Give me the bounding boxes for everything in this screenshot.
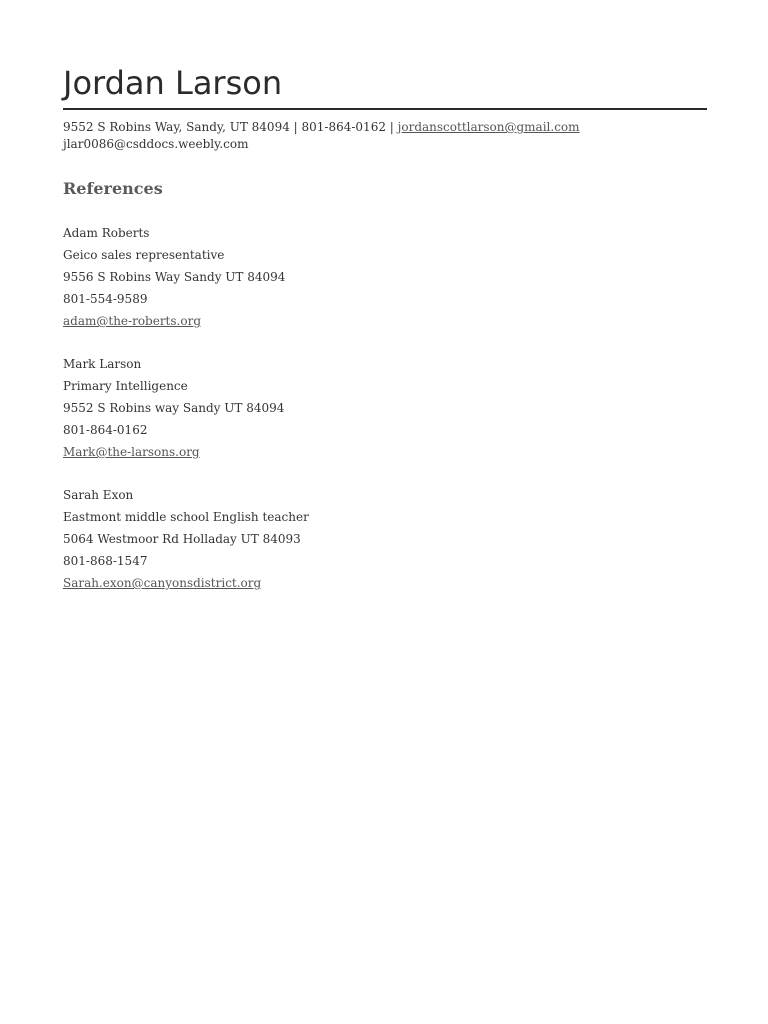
reference-email-link[interactable]: Sarah.exon@canyonsdistrict.org <box>63 576 262 590</box>
contact-info <box>63 119 707 153</box>
reference-phone: 801-554-9589 <box>63 292 148 306</box>
reference-entry <box>63 222 285 332</box>
reference-title: Primary Intelligence <box>63 379 188 393</box>
reference-entry <box>63 353 284 463</box>
reference-email-link[interactable]: Mark@the-larsons.org <box>63 445 200 459</box>
reference-name: Adam Roberts <box>63 226 150 240</box>
reference-phone: 801-864-0162 <box>63 423 148 437</box>
reference-name: Mark Larson <box>63 357 142 371</box>
reference-entry <box>63 484 309 594</box>
contact-email-link[interactable]: jordanscottlarson@gmail.com <box>397 120 580 134</box>
reference-email-link[interactable]: adam@the-roberts.org <box>63 314 201 328</box>
contact-address-phone: 9552 S Robins Way, Sandy, UT 84094 | 801-864-0162 | <box>63 120 394 134</box>
reference-address: 9556 S Robins Way Sandy UT 84094 <box>63 270 286 284</box>
reference-address: 5064 Westmoor Rd Holladay UT 84093 <box>63 532 301 546</box>
reference-title: Geico sales representative <box>63 248 225 262</box>
reference-address: 9552 S Robins way Sandy UT 84094 <box>63 401 285 415</box>
contact-website: jlar0086@csddocs.weebly.com <box>63 137 249 151</box>
title-divider <box>63 108 707 110</box>
reference-phone: 801-868-1547 <box>63 554 148 568</box>
reference-title: Eastmont middle school English teacher <box>63 510 309 524</box>
page-title: Jordan Larson <box>63 64 283 102</box>
reference-name: Sarah Exon <box>63 488 134 502</box>
section-heading: References <box>63 179 163 198</box>
